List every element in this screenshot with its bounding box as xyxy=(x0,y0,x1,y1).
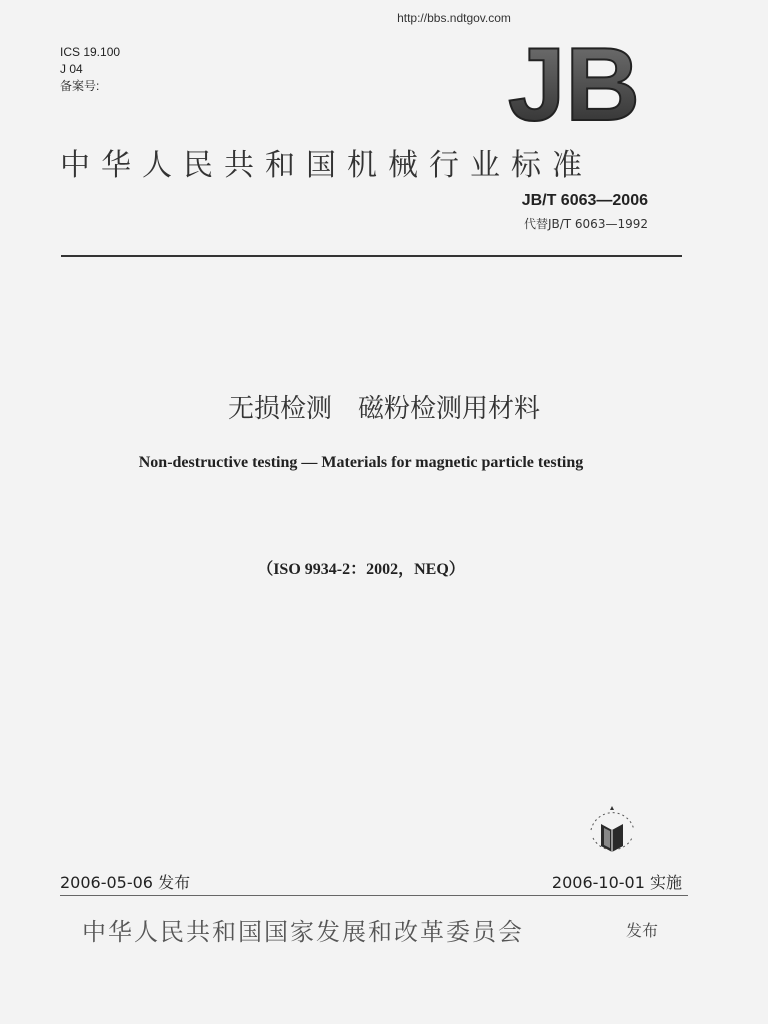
jb-logo xyxy=(506,36,642,128)
source-url: http://bbs.ndtgov.com xyxy=(397,11,511,25)
standard-number: JB/T 6063—2006 xyxy=(521,192,648,209)
document-title-en: Non-destructive testing — Materials for magnetic particle testing xyxy=(138,454,584,471)
classification-block xyxy=(60,44,120,95)
record-number: 备案号: xyxy=(60,79,100,93)
issuing-authority: 中华人民共和国国家发展和改革委员会 xyxy=(82,918,524,946)
implementation-date: 2006-10-01 实施 xyxy=(551,873,682,892)
header-divider xyxy=(61,255,682,257)
class-code: J 04 xyxy=(60,62,83,76)
replaces-standard: 代替JB/T 6063—1992 xyxy=(523,217,648,231)
issuing-authority-suffix: 发布 xyxy=(626,921,659,940)
document-title-cn: 无损检测 磁粉检测用材料 xyxy=(227,394,540,424)
publisher-seal-icon xyxy=(585,800,640,860)
issue-date: 2006-05-06 发布 xyxy=(60,873,191,892)
jb-logo-text: JB xyxy=(508,36,640,128)
iso-reference: （ISO 9934-2：2002，NEQ） xyxy=(257,561,465,578)
standard-title: 中华人民共和国机械行业标准 xyxy=(60,148,593,183)
footer-divider xyxy=(60,895,688,896)
ics-code: ICS 19.100 xyxy=(60,45,121,59)
